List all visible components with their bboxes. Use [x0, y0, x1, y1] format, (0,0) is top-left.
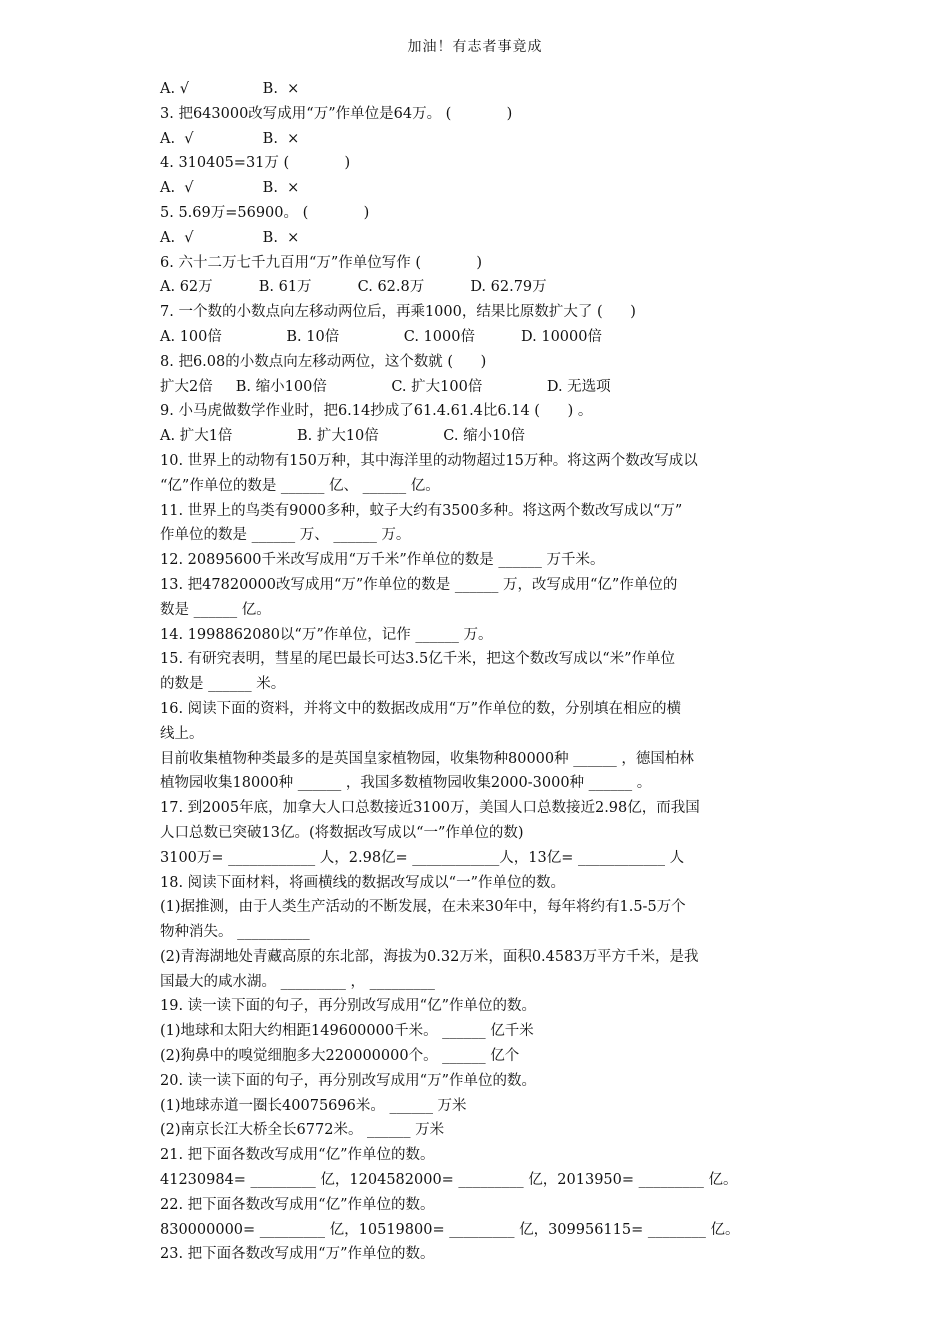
- question-16: 16. 阅读下面的资料，并将文中的数据改成用“万”作单位的数，分别填在相应的横: [160, 700, 681, 717]
- question-11: 11. 世界上的鸟类有9000多种，蚊子大约有3500多种。将这两个数改写成以“万”: [160, 502, 683, 519]
- answer-options: A. 100倍 B. 10倍 C. 1000倍 D. 10000倍: [160, 328, 602, 345]
- question-18-part-2: (2)青海湖地处青藏高原的东北部，海拔为0.32万米，面积0.4583万平方千米，是我: [160, 948, 699, 965]
- question-10-continued: “亿”作单位的数是 ______ 亿、 ______ 亿。: [160, 477, 440, 494]
- question-19-part-1: (1)地球和太阳大约相距149600000千米。 ______ 亿千米: [160, 1023, 534, 1040]
- question-7: 7. 一个数的小数点向左移动两位后，再乘1000，结果比原数扩大了 ( ): [160, 304, 636, 321]
- question-15-continued: 的数是 ______ 米。: [160, 676, 286, 693]
- question-20-part-1: (1)地球赤道一圈长40075696米。 ______ 万米: [160, 1097, 467, 1114]
- answer-options: A. √ B. ×: [160, 229, 300, 246]
- page-header: 加油！有志者事竟成: [407, 39, 543, 55]
- question-23: 23. 把下面各数改写成用“万”作单位的数。: [160, 1246, 435, 1263]
- question-20-part-2: (2)南京长江大桥全长6772米。 ______ 万米: [160, 1122, 445, 1139]
- question-3: 3. 把643000改写成用“万”作单位是64万。 ( ): [160, 105, 513, 122]
- question-16-continued: 线上。: [160, 725, 204, 742]
- question-16-passage: 目前收集植物种类最多的是英国皇家植物园，收集物种80000种 ______ ，德国柏林: [160, 750, 694, 767]
- question-15: 15. 有研究表明，彗星的尾巴最长可达3.5亿千米，把这个数改写成以“米”作单位: [160, 651, 676, 668]
- question-10: 10. 世界上的动物有150万种，其中海洋里的动物超过15万种。将这两个数改写成以: [160, 452, 698, 469]
- question-19-part-2: (2)狗鼻中的嗅觉细胞多大220000000个。 ______ 亿个: [160, 1048, 520, 1065]
- answer-options: A. 62万 B. 61万 C. 62.8万 D. 62.79万: [160, 279, 547, 296]
- question-22-blanks: 830000000= _________ 亿，10519800= _________ 亿，309956115= ________ 亿。: [160, 1221, 740, 1238]
- question-13-continued: 数是 ______ 亿。: [160, 601, 271, 618]
- answer-options: A. √ B. ×: [160, 81, 300, 97]
- question-20: 20. 读一读下面的句子，再分别改写成用“万”作单位的数。: [160, 1072, 536, 1089]
- question-4: 4. 310405=31万 ( ): [160, 155, 351, 172]
- question-13: 13. 把47820000改写成用“万”作单位的数是 ______ 万，改写成用“亿”作单位的: [160, 576, 678, 593]
- question-16-passage: 植物园收集18000种 ______ ，我国多数植物园收集2000-3000种 ______ 。: [160, 775, 652, 792]
- question-21-blanks: 41230984= _________ 亿，1204582000= _________ 亿，2013950= _________ 亿。: [160, 1172, 738, 1189]
- answer-options: 扩大2倍 B. 缩小100倍 C. 扩大100倍 D. 无选项: [160, 378, 611, 395]
- question-18: 18. 阅读下面材料，将画横线的数据改写成以“一”作单位的数。: [160, 874, 565, 891]
- question-list: [160, 77, 800, 1267]
- question-9: 9. 小马虎做数学作业时，把6.14抄成了61.4.61.4比6.14 ( ) 。: [160, 403, 593, 420]
- question-17-continued: 人口总数已突破13亿。(将数据改写成以“一”作单位的数): [160, 824, 524, 841]
- question-14: 14. 1998862080以“万”作单位，记作 ______ 万。: [160, 626, 493, 643]
- question-18-part-1-continued: 物种消失。 __________: [160, 924, 310, 941]
- question-19: 19. 读一读下面的句子，再分别改写成用“亿”作单位的数。: [160, 998, 536, 1015]
- question-22: 22. 把下面各数改写成用“亿”作单位的数。: [160, 1196, 435, 1213]
- answer-options: A. √ B. ×: [160, 130, 300, 147]
- question-8: 8. 把6.08的小数点向左移动两位，这个数就 ( ): [160, 353, 487, 370]
- question-5: 5. 5.69万=56900。 ( ): [160, 204, 370, 221]
- question-17-blanks: 3100万= ____________ 人，2.98亿= ____________人，13亿= ____________ 人: [160, 849, 685, 866]
- question-11-continued: 作单位的数是 ______ 万、 ______ 万。: [160, 527, 411, 544]
- question-12: 12. 20895600千米改写成用“万千米”作单位的数是 ______ 万千米。: [160, 552, 605, 569]
- answer-options: A. 扩大1倍 B. 扩大10倍 C. 缩小10倍: [160, 428, 526, 445]
- question-18-part-2-continued: 国最大的咸水湖。 _________ ， _________: [160, 973, 435, 990]
- question-17: 17. 到2005年底，加拿大人口总数接近3100万，美国人口总数接近2.98亿，而我国: [160, 800, 700, 817]
- question-21: 21. 把下面各数改写成用“亿”作单位的数。: [160, 1147, 435, 1164]
- question-18-part-1: (1)据推测，由于人类生产活动的不断发展，在未来30年中，每年将约有1.5-5万个: [160, 899, 686, 916]
- answer-options: A. √ B. ×: [160, 180, 300, 197]
- question-6: 6. 六十二万七千九百用“万”作单位写作 ( ): [160, 254, 483, 271]
